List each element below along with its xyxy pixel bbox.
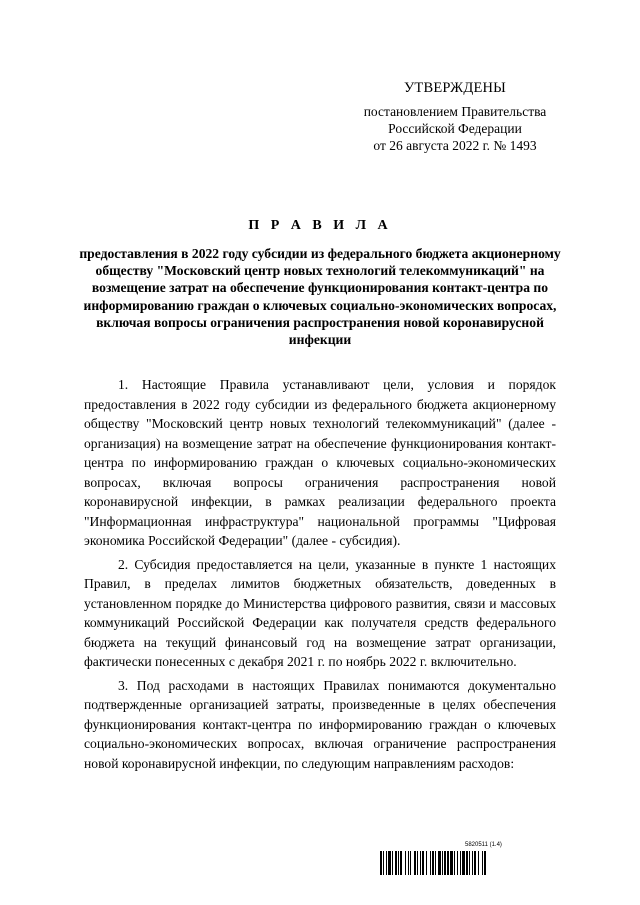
approval-line-1: постановлением Правительства xyxy=(363,104,547,119)
approval-line-3: от 26 августа 2022 г. № 1493 xyxy=(373,138,537,153)
approval-line-2: Российской Федерации xyxy=(388,121,522,136)
approval-heading: УТВЕРЖДЕНЫ xyxy=(403,80,507,96)
paragraph-3: 3. Под расходами в настоящих Правилах понимаются документально подтвержденные организацией затраты, произведенные в целях обеспечения функционирования контакт-центра по информированию граждан о ключевых социально-экономических вопросах, включая ограничение распространения новой коронавирусной инфекции, по следующим направлениям расходов: xyxy=(84,677,556,771)
barcode-bar xyxy=(486,851,487,875)
approval-block xyxy=(330,80,580,154)
footer-code: 5820511 (1.4) xyxy=(465,842,502,848)
document-body xyxy=(84,375,556,777)
paragraph-2: 2. Субсидия предоставляется на цели, указанные в пункте 1 настоящих Правил, в пределах лимитов бюджетных обязательств, доведенных в установленном порядке до Министерства цифрового развития, связи и массовых коммуникаций Российской Федерации как получателя средств федерального бюджета на текущий финансовый год на возмещение затрат организации, фактически понесенных с декабря 2021 г. по ноябрь 2022 г. включительно. xyxy=(84,556,556,669)
barcode xyxy=(380,851,560,875)
paragraph-1: 1. Настоящие Правила устанавливают цели, условия и порядок предоставления в 2022 году субсидии из федерального бюджета акционерному обществу "Московский центр новых технологий телекоммуникаций" (далее - организация) на возмещение затрат на обеспечение функционирования контакт-центра по информированию граждан о ключевых социально-экономических вопросах, включая вопросы ограничения распространения новой коронавирусной инфекции, в рамках реализации федерального проекта "Информационная инфраструктура" национальной программы "Цифровая экономика Российской Федерации" (далее - субсидия). xyxy=(84,377,556,548)
document-subtitle: предоставления в 2022 году субсидии из федерального бюджета акционерному обществу "Московский центр новых технологий телекоммуникаций" на возмещение затрат на обеспечение функционирования контакт-центра по информированию граждан о ключевых социально-экономических вопросах, включая вопросы ограничения распространения новой коронавирусной инфекции xyxy=(79,246,561,348)
document-title: П Р А В И Л А xyxy=(248,218,392,233)
